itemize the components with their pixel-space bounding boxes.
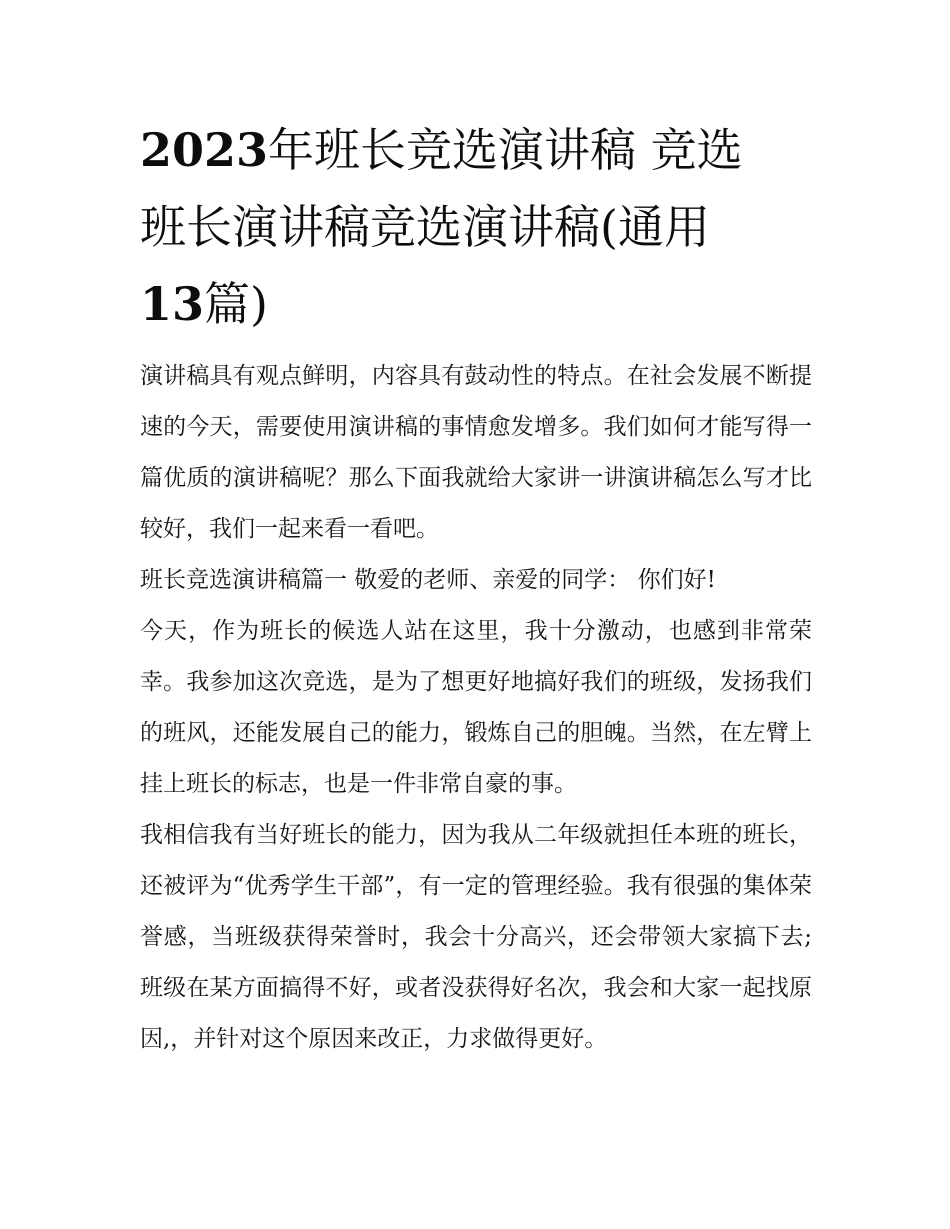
title-number: 2023: [140, 123, 269, 177]
document-title: [140, 112, 812, 343]
document-page: [140, 112, 812, 1065]
title-line-3: [140, 266, 812, 343]
title-line-1: [140, 112, 812, 189]
paragraph-greeting: 班长竞选演讲稿篇一 敬爱的老师、亲爱的同学： 你们好!: [140, 567, 716, 593]
title-line-2: [140, 189, 812, 266]
paragraph-motivation: 今天，作为班长的候选人站在这里，我十分激动，也感到非常荣幸。我参加这次竞选，是为了想更好地搞好我们的班级，发扬我们的班风，还能发展自己的能力，锻炼自己的胆魄。当然，在左臂上挂上班长的标志，也是一件非常自豪的事。: [140, 618, 812, 797]
title-number: 13: [140, 277, 205, 331]
document-body: [140, 351, 812, 1065]
title-text: 班长演讲稿竞选演讲稿(通用: [140, 200, 710, 254]
paragraph-intro: 演讲稿具有观点鲜明，内容具有鼓动性的特点。在社会发展不断提速的今天，需要使用演讲稿的事情愈发增多。我们如何才能写得一篇优质的演讲稿呢？那么下面我就给大家讲一讲演讲稿怎么写才比较好，我们一起来看一看吧。: [140, 363, 812, 542]
title-text: 年班长竞选演讲稿 竞选: [268, 123, 743, 177]
paragraph-ability: 我相信我有当好班长的能力，因为我从二年级就担任本班的班长，还被评为“优秀学生干部”，有一定的管理经验。我有很强的集体荣誉感，当班级获得荣誉时，我会十分高兴，还会带领大家搞下去;班级在某方面搞得不好，或者没获得好名次，我会和大家一起找原因,，并针对这个原因来改正，力求做得更好。: [140, 822, 812, 1052]
title-text: 篇): [204, 277, 268, 331]
